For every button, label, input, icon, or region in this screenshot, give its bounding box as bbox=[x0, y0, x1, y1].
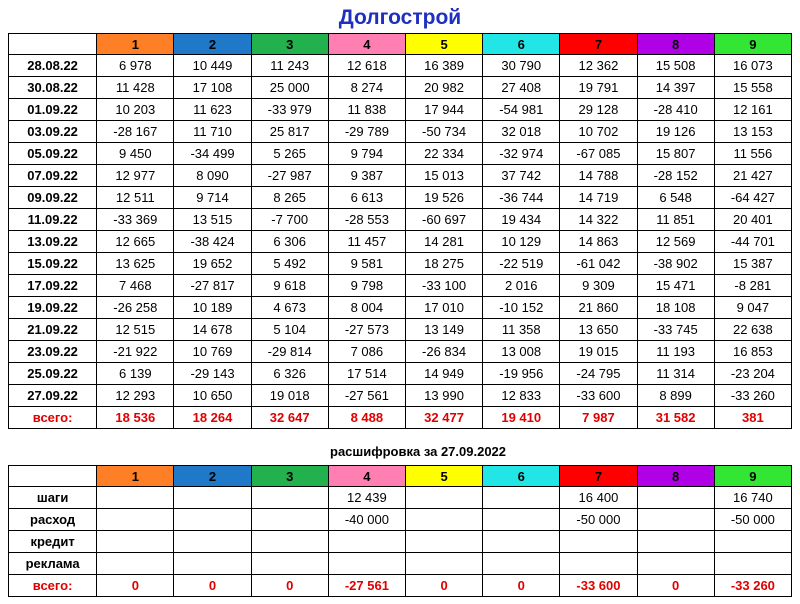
table-cell: 22 334 bbox=[405, 143, 482, 165]
total-cell: 19 410 bbox=[483, 407, 560, 429]
row-date: 27.09.22 bbox=[9, 385, 97, 407]
table-cell: 11 623 bbox=[174, 99, 251, 121]
total-cell: 31 582 bbox=[637, 407, 714, 429]
decode-cell bbox=[174, 509, 251, 531]
table-row bbox=[9, 55, 792, 77]
table-row bbox=[9, 231, 792, 253]
table-cell: 17 108 bbox=[174, 77, 251, 99]
table-cell: 9 047 bbox=[714, 297, 791, 319]
decode-cell bbox=[251, 553, 328, 575]
decode-row bbox=[9, 531, 792, 553]
table-cell: 21 427 bbox=[714, 165, 791, 187]
decode-cell bbox=[637, 487, 714, 509]
table-cell: 19 126 bbox=[637, 121, 714, 143]
decode-cell bbox=[328, 531, 405, 553]
table-cell: 12 515 bbox=[97, 319, 174, 341]
table-cell: -33 745 bbox=[637, 319, 714, 341]
main-column-header: 4 bbox=[328, 34, 405, 55]
table-cell: 13 153 bbox=[714, 121, 791, 143]
table-cell: 9 450 bbox=[97, 143, 174, 165]
decode-cell bbox=[174, 531, 251, 553]
row-date: 11.09.22 bbox=[9, 209, 97, 231]
table-cell: -19 956 bbox=[483, 363, 560, 385]
decode-cell bbox=[483, 509, 560, 531]
table-cell: 12 161 bbox=[714, 99, 791, 121]
table-cell: -67 085 bbox=[560, 143, 637, 165]
decode-cell bbox=[637, 531, 714, 553]
total-cell: 32 647 bbox=[251, 407, 328, 429]
table-cell: -38 902 bbox=[637, 253, 714, 275]
table-cell: 11 710 bbox=[174, 121, 251, 143]
row-date: 01.09.22 bbox=[9, 99, 97, 121]
table-cell: 13 625 bbox=[97, 253, 174, 275]
table-cell: 10 189 bbox=[174, 297, 251, 319]
table-cell: 5 265 bbox=[251, 143, 328, 165]
decode-cell bbox=[97, 509, 174, 531]
total-cell: 8 488 bbox=[328, 407, 405, 429]
table-cell: 15 471 bbox=[637, 275, 714, 297]
decode-title: расшифровка за 27.09.2022 bbox=[330, 444, 507, 459]
decode-row bbox=[9, 487, 792, 509]
table-cell: 14 719 bbox=[560, 187, 637, 209]
table-cell: -36 744 bbox=[483, 187, 560, 209]
table-cell: 13 515 bbox=[174, 209, 251, 231]
table-cell: 13 990 bbox=[405, 385, 482, 407]
decode-total-cell: 0 bbox=[483, 575, 560, 597]
row-date: 25.09.22 bbox=[9, 363, 97, 385]
table-row bbox=[9, 253, 792, 275]
decode-cell bbox=[251, 487, 328, 509]
table-cell: 9 387 bbox=[328, 165, 405, 187]
main-column-header: 7 bbox=[560, 34, 637, 55]
table-cell: 30 790 bbox=[483, 55, 560, 77]
table-cell: -64 427 bbox=[714, 187, 791, 209]
decode-cell bbox=[405, 509, 482, 531]
table-cell: -38 424 bbox=[174, 231, 251, 253]
table-cell: 12 362 bbox=[560, 55, 637, 77]
table-row bbox=[9, 143, 792, 165]
table-cell: -28 553 bbox=[328, 209, 405, 231]
decode-column-header: 2 bbox=[174, 466, 251, 487]
decode-column-header: 8 bbox=[637, 466, 714, 487]
decode-column-header: 4 bbox=[328, 466, 405, 487]
decode-total-cell: 0 bbox=[405, 575, 482, 597]
table-cell: 19 652 bbox=[174, 253, 251, 275]
table-cell: 4 673 bbox=[251, 297, 328, 319]
table-cell: 10 449 bbox=[174, 55, 251, 77]
table-cell: -44 701 bbox=[714, 231, 791, 253]
table-cell: -28 410 bbox=[637, 99, 714, 121]
decode-header-row bbox=[9, 466, 792, 487]
table-cell: 13 650 bbox=[560, 319, 637, 341]
decode-cell: -40 000 bbox=[328, 509, 405, 531]
row-date: 17.09.22 bbox=[9, 275, 97, 297]
table-cell: -27 987 bbox=[251, 165, 328, 187]
table-cell: -27 573 bbox=[328, 319, 405, 341]
table-cell: 22 638 bbox=[714, 319, 791, 341]
table-cell: 6 978 bbox=[97, 55, 174, 77]
table-cell: 11 358 bbox=[483, 319, 560, 341]
table-row bbox=[9, 385, 792, 407]
table-cell: 21 860 bbox=[560, 297, 637, 319]
table-cell: 14 322 bbox=[560, 209, 637, 231]
table-cell: 9 309 bbox=[560, 275, 637, 297]
table-cell: 11 851 bbox=[637, 209, 714, 231]
table-cell: -33 600 bbox=[560, 385, 637, 407]
table-cell: 17 514 bbox=[328, 363, 405, 385]
decode-total-cell: -27 561 bbox=[328, 575, 405, 597]
table-cell: -8 281 bbox=[714, 275, 791, 297]
table-cell: 11 428 bbox=[97, 77, 174, 99]
main-column-header: 1 bbox=[97, 34, 174, 55]
table-cell: 10 702 bbox=[560, 121, 637, 143]
main-column-header: 9 bbox=[714, 34, 791, 55]
decode-table bbox=[8, 465, 792, 597]
table-cell: 5 104 bbox=[251, 319, 328, 341]
table-cell: -24 795 bbox=[560, 363, 637, 385]
table-cell: 13 008 bbox=[483, 341, 560, 363]
decode-cell bbox=[405, 531, 482, 553]
main-header-corner bbox=[9, 34, 97, 55]
decode-cell bbox=[560, 553, 637, 575]
table-cell: 12 569 bbox=[637, 231, 714, 253]
table-cell: 29 128 bbox=[560, 99, 637, 121]
table-cell: -26 834 bbox=[405, 341, 482, 363]
table-cell: 11 457 bbox=[328, 231, 405, 253]
decode-cell: 16 740 bbox=[714, 487, 791, 509]
table-cell: 19 791 bbox=[560, 77, 637, 99]
table-cell: -27 817 bbox=[174, 275, 251, 297]
table-cell: 20 401 bbox=[714, 209, 791, 231]
table-cell: -7 700 bbox=[251, 209, 328, 231]
main-table bbox=[8, 33, 792, 429]
decode-cell bbox=[97, 531, 174, 553]
table-cell: 12 665 bbox=[97, 231, 174, 253]
decode-total-row bbox=[9, 575, 792, 597]
total-cell: 32 477 bbox=[405, 407, 482, 429]
table-cell: 19 434 bbox=[483, 209, 560, 231]
table-cell: 16 073 bbox=[714, 55, 791, 77]
table-cell: -50 734 bbox=[405, 121, 482, 143]
table-row bbox=[9, 187, 792, 209]
total-row bbox=[9, 407, 792, 429]
main-column-header: 3 bbox=[251, 34, 328, 55]
main-column-header: 8 bbox=[637, 34, 714, 55]
row-date: 19.09.22 bbox=[9, 297, 97, 319]
decode-total-cell: 0 bbox=[97, 575, 174, 597]
decode-cell bbox=[483, 553, 560, 575]
table-cell: 11 314 bbox=[637, 363, 714, 385]
total-cell: 381 bbox=[714, 407, 791, 429]
table-cell: 6 613 bbox=[328, 187, 405, 209]
table-cell: 27 408 bbox=[483, 77, 560, 99]
decode-row bbox=[9, 509, 792, 531]
decode-cell bbox=[251, 509, 328, 531]
table-cell: 11 556 bbox=[714, 143, 791, 165]
table-cell: -29 789 bbox=[328, 121, 405, 143]
total-cell: 7 987 bbox=[560, 407, 637, 429]
table-cell: 8 899 bbox=[637, 385, 714, 407]
table-cell: 6 139 bbox=[97, 363, 174, 385]
decode-row bbox=[9, 553, 792, 575]
table-cell: 15 558 bbox=[714, 77, 791, 99]
table-cell: 10 650 bbox=[174, 385, 251, 407]
table-cell: 32 018 bbox=[483, 121, 560, 143]
table-cell: -34 499 bbox=[174, 143, 251, 165]
decode-cell bbox=[174, 487, 251, 509]
decode-cell bbox=[174, 553, 251, 575]
table-cell: 19 015 bbox=[560, 341, 637, 363]
table-row bbox=[9, 341, 792, 363]
decode-cell: -50 000 bbox=[560, 509, 637, 531]
table-cell: 17 944 bbox=[405, 99, 482, 121]
table-cell: 15 013 bbox=[405, 165, 482, 187]
table-cell: -26 258 bbox=[97, 297, 174, 319]
table-cell: 9 618 bbox=[251, 275, 328, 297]
table-cell: 12 618 bbox=[328, 55, 405, 77]
decode-total-cell: -33 600 bbox=[560, 575, 637, 597]
row-date: 28.08.22 bbox=[9, 55, 97, 77]
table-cell: 14 281 bbox=[405, 231, 482, 253]
decode-cell bbox=[637, 509, 714, 531]
table-cell: 25 000 bbox=[251, 77, 328, 99]
decode-cell: 12 439 bbox=[328, 487, 405, 509]
table-cell: 14 949 bbox=[405, 363, 482, 385]
decode-total-cell: 0 bbox=[174, 575, 251, 597]
table-cell: 15 807 bbox=[637, 143, 714, 165]
row-date: 05.09.22 bbox=[9, 143, 97, 165]
decode-row-label: шаги bbox=[9, 487, 97, 509]
table-cell: 19 526 bbox=[405, 187, 482, 209]
main-column-header: 6 bbox=[483, 34, 560, 55]
table-cell: 10 129 bbox=[483, 231, 560, 253]
row-date: 13.09.22 bbox=[9, 231, 97, 253]
row-date: 09.09.22 bbox=[9, 187, 97, 209]
table-cell: 18 108 bbox=[637, 297, 714, 319]
decode-cell: -50 000 bbox=[714, 509, 791, 531]
table-row bbox=[9, 275, 792, 297]
table-cell: 37 742 bbox=[483, 165, 560, 187]
table-cell: -61 042 bbox=[560, 253, 637, 275]
table-row bbox=[9, 99, 792, 121]
table-cell: 7 468 bbox=[97, 275, 174, 297]
table-cell: -27 561 bbox=[328, 385, 405, 407]
decode-header-corner bbox=[9, 466, 97, 487]
table-cell: 11 193 bbox=[637, 341, 714, 363]
table-cell: -23 204 bbox=[714, 363, 791, 385]
decode-cell bbox=[560, 531, 637, 553]
table-cell: 10 769 bbox=[174, 341, 251, 363]
table-cell: 19 018 bbox=[251, 385, 328, 407]
table-cell: -33 100 bbox=[405, 275, 482, 297]
total-label: всего: bbox=[9, 407, 97, 429]
row-date: 03.09.22 bbox=[9, 121, 97, 143]
decode-column-header: 3 bbox=[251, 466, 328, 487]
table-cell: -33 369 bbox=[97, 209, 174, 231]
table-cell: 12 293 bbox=[97, 385, 174, 407]
table-cell: 15 387 bbox=[714, 253, 791, 275]
table-cell: 11 838 bbox=[328, 99, 405, 121]
row-date: 23.09.22 bbox=[9, 341, 97, 363]
table-cell: 12 977 bbox=[97, 165, 174, 187]
decode-cell bbox=[637, 553, 714, 575]
decode-cell bbox=[97, 553, 174, 575]
table-cell: -32 974 bbox=[483, 143, 560, 165]
table-cell: 15 508 bbox=[637, 55, 714, 77]
decode-total-cell: 0 bbox=[637, 575, 714, 597]
table-cell: 2 016 bbox=[483, 275, 560, 297]
table-cell: -33 260 bbox=[714, 385, 791, 407]
decode-cell bbox=[405, 487, 482, 509]
table-cell: 6 326 bbox=[251, 363, 328, 385]
table-row bbox=[9, 121, 792, 143]
table-cell: 8 274 bbox=[328, 77, 405, 99]
table-cell: 14 678 bbox=[174, 319, 251, 341]
table-cell: 16 853 bbox=[714, 341, 791, 363]
decode-column-header: 5 bbox=[405, 466, 482, 487]
decode-column-header: 9 bbox=[714, 466, 791, 487]
table-cell: -29 814 bbox=[251, 341, 328, 363]
main-column-header: 5 bbox=[405, 34, 482, 55]
table-row bbox=[9, 209, 792, 231]
table-cell: -29 143 bbox=[174, 363, 251, 385]
row-date: 07.09.22 bbox=[9, 165, 97, 187]
table-cell: -28 152 bbox=[637, 165, 714, 187]
table-cell: 12 833 bbox=[483, 385, 560, 407]
table-cell: 10 203 bbox=[97, 99, 174, 121]
table-cell: -10 152 bbox=[483, 297, 560, 319]
table-cell: 7 086 bbox=[328, 341, 405, 363]
table-cell: 8 004 bbox=[328, 297, 405, 319]
table-cell: 14 788 bbox=[560, 165, 637, 187]
table-row bbox=[9, 165, 792, 187]
decode-cell bbox=[97, 487, 174, 509]
row-date: 21.09.22 bbox=[9, 319, 97, 341]
table-cell: 16 389 bbox=[405, 55, 482, 77]
total-cell: 18 264 bbox=[174, 407, 251, 429]
table-cell: -54 981 bbox=[483, 99, 560, 121]
table-cell: 13 149 bbox=[405, 319, 482, 341]
table-cell: 9 794 bbox=[328, 143, 405, 165]
decode-cell bbox=[405, 553, 482, 575]
table-row bbox=[9, 77, 792, 99]
table-cell: -28 167 bbox=[97, 121, 174, 143]
decode-row-label: кредит bbox=[9, 531, 97, 553]
table-cell: -21 922 bbox=[97, 341, 174, 363]
table-row bbox=[9, 297, 792, 319]
decode-cell bbox=[714, 531, 791, 553]
table-cell: 9 714 bbox=[174, 187, 251, 209]
row-date: 15.09.22 bbox=[9, 253, 97, 275]
table-cell: 25 817 bbox=[251, 121, 328, 143]
table-cell: -60 697 bbox=[405, 209, 482, 231]
decode-cell bbox=[714, 553, 791, 575]
table-cell: 9 581 bbox=[328, 253, 405, 275]
table-cell: 5 492 bbox=[251, 253, 328, 275]
decode-total-label: всего: bbox=[9, 575, 97, 597]
total-cell: 18 536 bbox=[97, 407, 174, 429]
table-cell: 12 511 bbox=[97, 187, 174, 209]
table-cell: 8 265 bbox=[251, 187, 328, 209]
table-cell: 11 243 bbox=[251, 55, 328, 77]
main-header-row bbox=[9, 34, 792, 55]
table-cell: 6 306 bbox=[251, 231, 328, 253]
main-column-header: 2 bbox=[174, 34, 251, 55]
table-cell: 18 275 bbox=[405, 253, 482, 275]
table-cell: 6 548 bbox=[637, 187, 714, 209]
decode-row-label: расход bbox=[9, 509, 97, 531]
table-cell: 8 090 bbox=[174, 165, 251, 187]
decode-cell bbox=[328, 553, 405, 575]
decode-cell bbox=[251, 531, 328, 553]
table-cell: -22 519 bbox=[483, 253, 560, 275]
decode-row-label: реклама bbox=[9, 553, 97, 575]
table-cell: 17 010 bbox=[405, 297, 482, 319]
decode-column-header: 7 bbox=[560, 466, 637, 487]
row-date: 30.08.22 bbox=[9, 77, 97, 99]
decode-column-header: 6 bbox=[483, 466, 560, 487]
table-cell: 14 863 bbox=[560, 231, 637, 253]
decode-column-header: 1 bbox=[97, 466, 174, 487]
decode-total-cell: 0 bbox=[251, 575, 328, 597]
page-title: Долгострой bbox=[338, 6, 462, 29]
table-cell: 14 397 bbox=[637, 77, 714, 99]
table-cell: 9 798 bbox=[328, 275, 405, 297]
table-row bbox=[9, 319, 792, 341]
decode-total-cell: -33 260 bbox=[714, 575, 791, 597]
decode-cell bbox=[483, 531, 560, 553]
decode-cell bbox=[483, 487, 560, 509]
table-cell: 20 982 bbox=[405, 77, 482, 99]
table-row bbox=[9, 363, 792, 385]
decode-cell: 16 400 bbox=[560, 487, 637, 509]
table-cell: -33 979 bbox=[251, 99, 328, 121]
